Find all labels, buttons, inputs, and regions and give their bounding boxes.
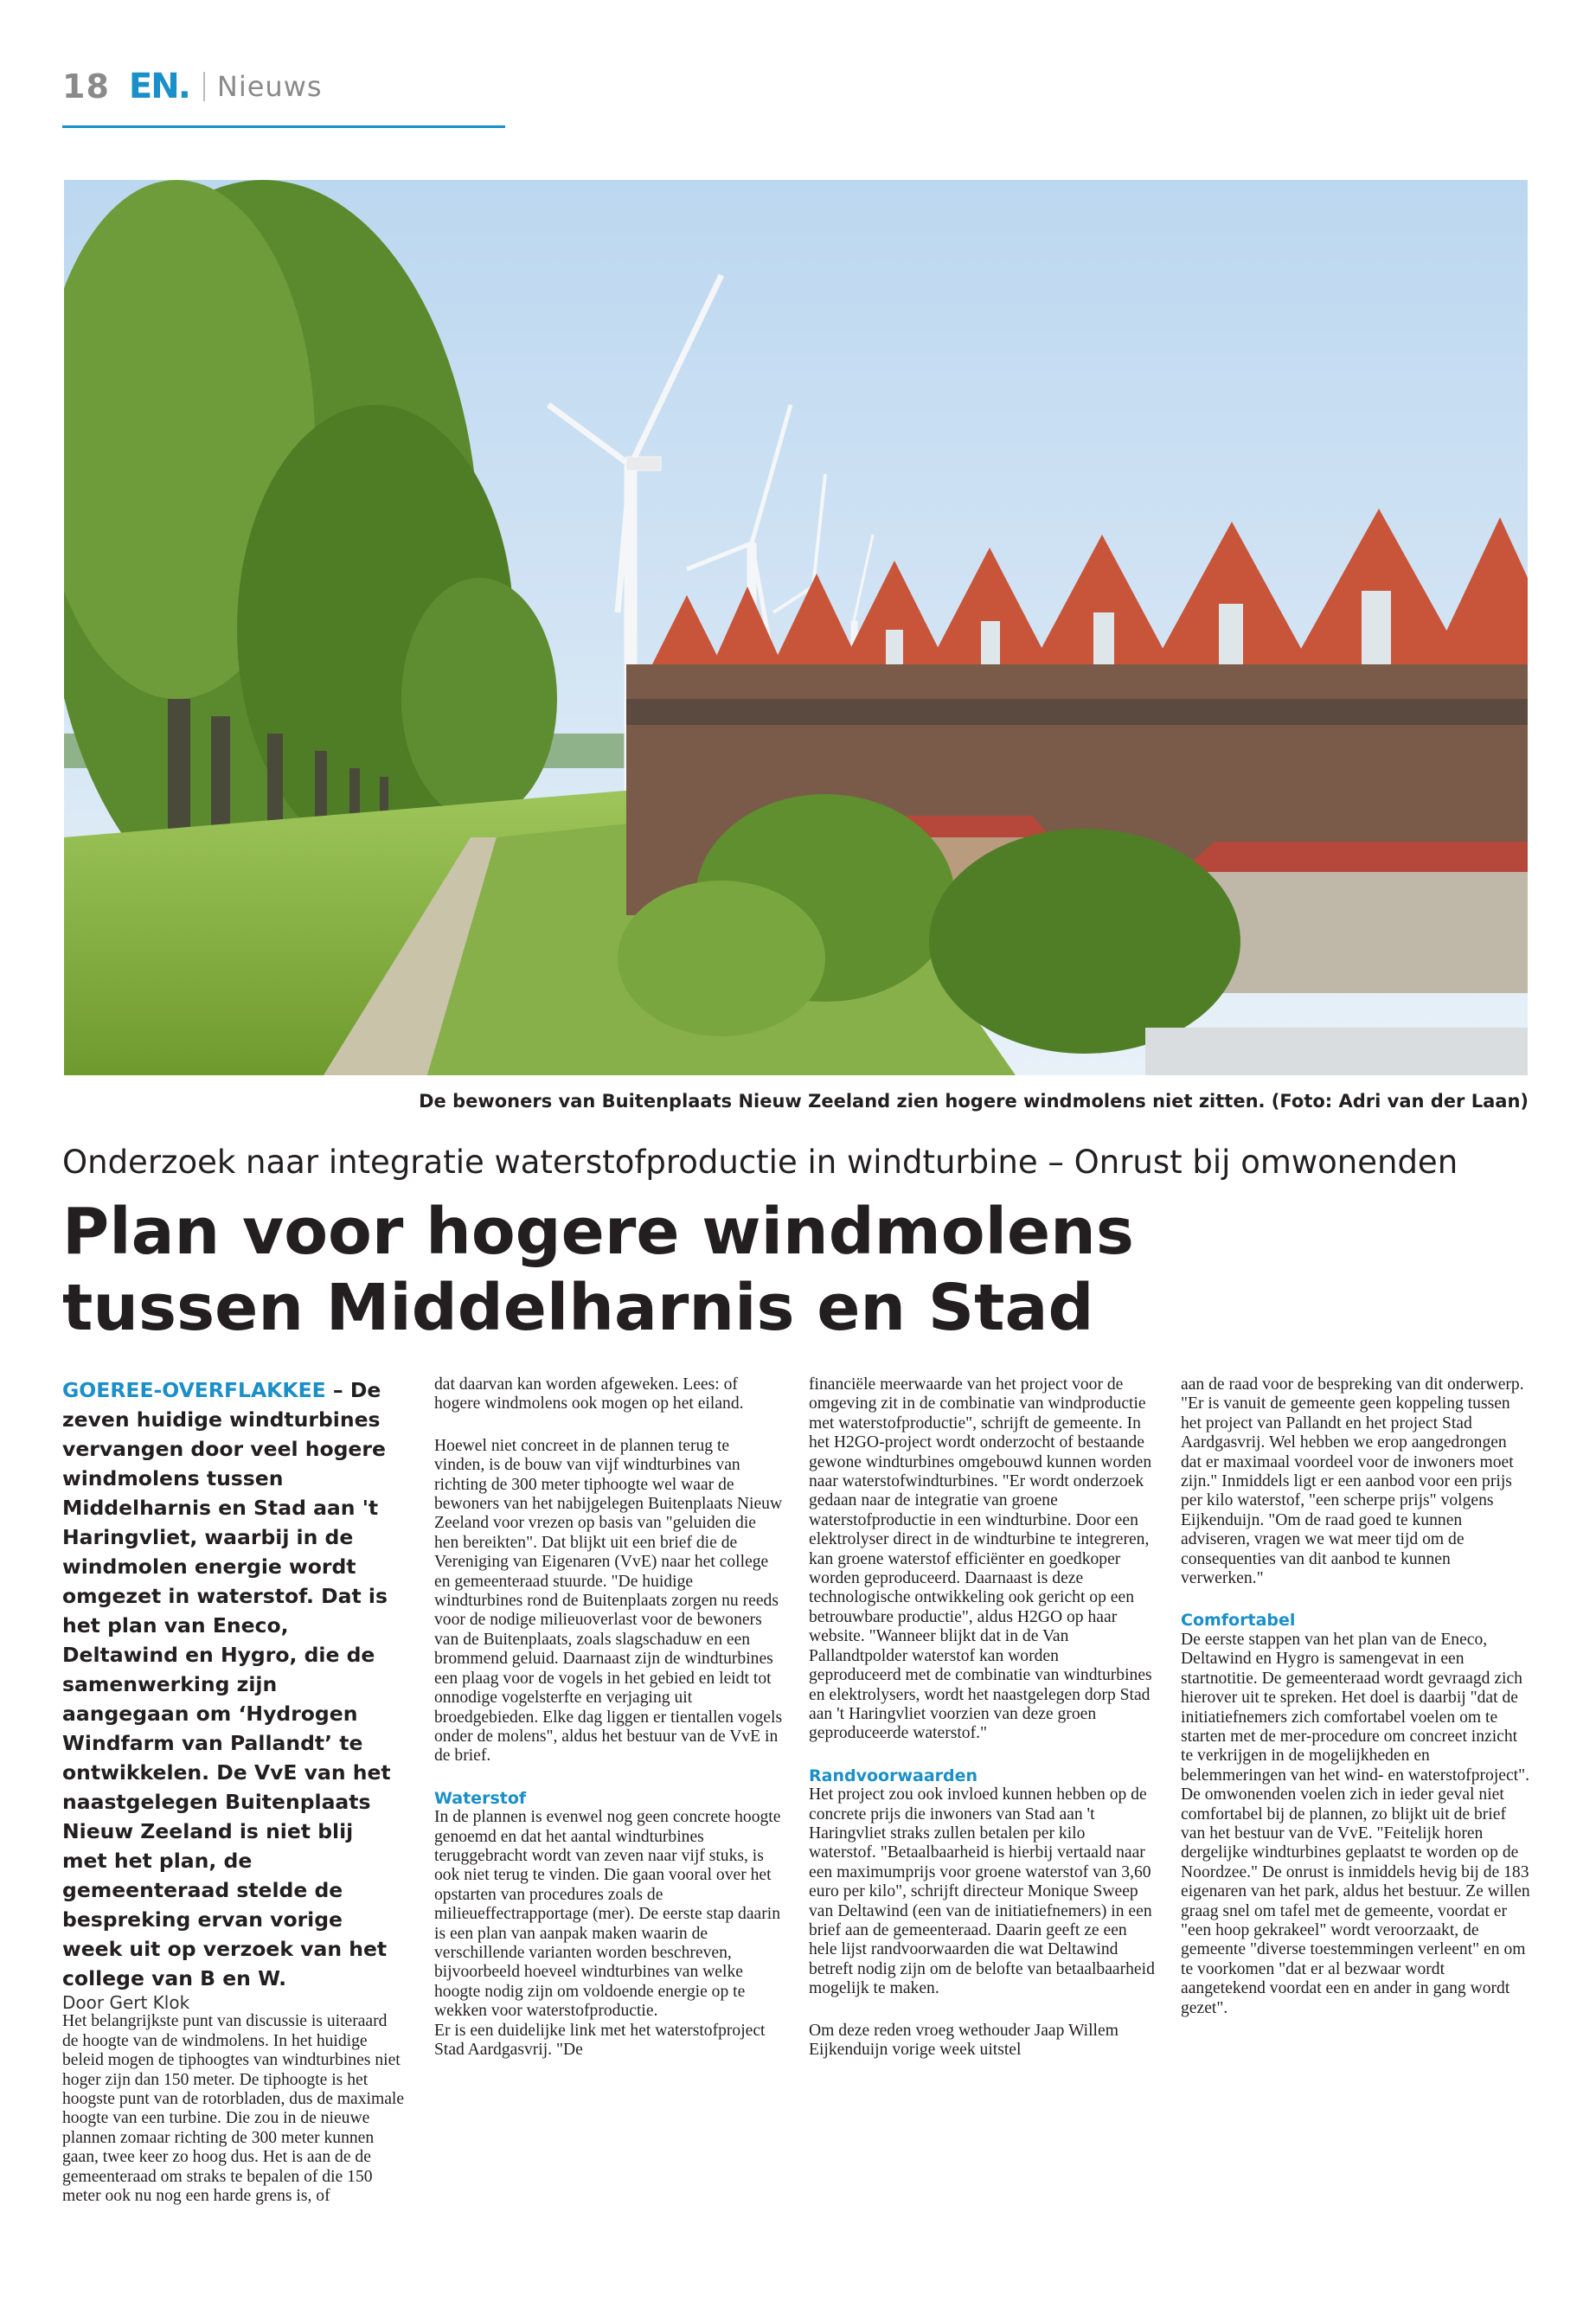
body-paragraph: Er is een duidelijke link met het waterstofproject Stad Aardgasvrij. "De [434,2021,766,2059]
body-paragraph: In de plannen is evenwel nog geen concrete hoogte genoemd en dat het aantal windturbines teruggebracht wordt van zeven naar vijf stuks, is ook niet terug te vinden. Die gaan vooral over het opstarten van procedures zoals de milieueffectrapportage (mer). De eerste stap daarin is een plan van aanpak maken waarin de verschillende varianten worden beschreven, bijvoorbeeld hoeveel windturbines van welke hoogte nodig zijn om voldoende energie op te wekken voor waterstofproductie. [434,1808,781,2021]
body-paragraph: Om deze reden vroeg wethouder Jaap Willem Eijkenduijn vorige week uitstel [809,2021,1118,2059]
byline: Door Gert Klok [62,1992,190,2013]
headline-line-2: tussen Middelharnis en Stad [62,1271,1094,1345]
body-paragraph: Het project zou ook invloed kunnen hebben op de concrete prijs die inwoners van Stad aan 't Haringvliet straks zullen betalen per kilo waterstof. "Betaalbaarheid is hierbij vertaald naar een maximumprijs voor groene waterstof van 3,60 euro per kilo", schrijft directeur Monique Sweep van Deltawind (een van de initiatiefnemers) in een brief aan de gemeenteraad. Daarin geeft ze een hele lijst randvoorwaarden die wat Deltawind betreft nodig zijn om de belofte van betaalbaarheid mogelijk te maken. [809,1785,1155,1998]
article-column-1 [62,1375,405,2206]
photo-caption: De bewoners van Buitenplaats Nieuw Zeeland zien hogere windmolens niet zitten. (Foto: Adri van der Laan) [419,1091,1529,1112]
section-label: Nieuws [216,70,323,103]
article-headline [62,1194,1533,1346]
subheading-waterstof: Waterstof [434,1788,527,1808]
article-column-3 [809,1375,1155,2060]
body-paragraph: Hoewel niet concreet in de plannen terug te vinden, is de bouw van vijf windturbines van richting de 300 meter tiphoogte wel waar de bewoners van het nabijgelegen Buitenplaats Nieuw Zeeland voor vrezen op basis van "geluiden die hen bereikten". Dat blijkt uit een brief die de Vereniging van Eigenaren (VvE) naar het college en gemeenteraad stuurde. "De huidige windturbines rond de Buitenplaats zorgen nu reeds voor de nodige milieuoverlast voor de bewoners van de Buitenplaats, zoals slagschaduw en een brommend geluid. Daarnaast zijn de windturbines een plaag voor de vogels in het gebied en leidt tot onnodige vogelsterfte en verjaging uit broedgebieden. Elke dag liggen er tientallen vogels onder de molens", aldus het bestuur van de VvE in de brief. [434,1436,783,1766]
subheading-randvoorwaarden: Randvoorwaarden [809,1766,978,1785]
article-lead [62,1375,405,1993]
body-paragraph: Het belangrijkste punt van discussie is uiteraard de hoogte van de windmolens. In het huidige beleid mogen de tiphoogtes van windturbines niet hoger zijn dan 150 meter. De tiphoogte is het hoogste punt van de rotorbladen, dus de maximale hoogte van een turbine. Die zou in de nieuwe plannen zomaar richting de 300 meter kunnen gaan, twee keer zo hoog dus. Het is aan de de gemeenteraad om straks te bepalen of die 150 meter ook nu nog een harde grens is, of [62,2012,405,2206]
page-header [62,61,323,112]
lead-text: – De zeven huidige windturbines vervangen door veel hogere windmolens tussen Middelharnis en Stad aan 't Haringvliet, waarbij in de windmolen energie wordt omgezet in waterstof. Dat is het plan van Eneco, Deltawind en Hygro, die de samenwerking zijn aangegaan om ‘Hydrogen Windfarm van Pallandt’ te ontwikkelen. De VvE van het naastgelegen Buitenplaats Nieuw Zeeland is niet blij met het plan, de gemeenteraad stelde de bespreking ervan vorige week uit op verzoek van het college van B en W. [62,1378,391,1990]
page-number: 18 [62,67,110,106]
body-paragraph: De eerste stappen van het plan van de Eneco, Deltawind en Hygro is samengevat in een startnotitie. De gemeenteraad wordt gevraagd zich hierover uit te spreken. Het doel is daarbij "dat de initiatiefnemers zich comfortabel voelen om te starten met de mer-procedure om concreet inzicht te verkrijgen in de mogelijkheden en belemmeringen van het wind- en waterstofproject". De omwonenden voelen zich in ieder geval niet comfortabel bij de plannen, zo blijkt uit de brief van het bestuur van de VvE. "Feitelijk horen dergelijke windturbines geplaatst te worden op de Noordzee." De onrust is inmiddels hevig bij de 183 eigenaren van het park, aldus het bestuur. Ze willen graag snel om tafel met de gemeente, voordat er "een hoop gekrakeel" wordt veroorzaakt, de gemeente "diverse toestemmingen verleent" en om te voorkomen "dat er al bezwaar wordt aangetekend voordat een en ander in gang wordt gezet". [1181,1630,1530,2017]
article-column-2 [434,1375,783,2060]
article-column-4 [1181,1375,1531,2018]
body-paragraph: financiële meerwaarde van het project voor de omgeving zit in de combinatie van windproductie met waterstofproductie", schrijft de gemeente. In het H2GO-project wordt onderzocht of bestaande gewone windturbines omgebouwd kunnen worden naar waterstofwindturbines. "Er wordt onderzoek gedaan naar de integratie van groene waterstofproductie in een windturbine. Door een elektrolyser direct in de windturbine te integreren, kan groene waterstof efficiënter en goedkoper worden geproduceerd. Daarnaast is deze technologische ontwikkeling ook gericht op een betrouwbare productie", aldus H2GO op haar website. "Wanneer blijkt dat in de Van Pallandtpolder waterstof kan worden geproduceerd met de combinatie van windturbines en elektrolysers, wordt het naastgelegen dorp Stad aan 't Haringvliet voorzien van deze groen geproduceerde waterstof." [809,1375,1152,1743]
body-paragraph: dat daarvan kan worden afgeweken. Lees: of hogere windmolens ook mogen op het eiland. [434,1375,744,1413]
header-divider [203,72,205,101]
article-kicker: Onderzoek naar integratie waterstofproductie in windturbine – Onrust bij omwonenden [62,1144,1458,1181]
article-photo [64,180,1528,1075]
headline-line-1: Plan voor hogere windmolens [62,1195,1134,1269]
header-rule [62,125,505,128]
dateline-place: GOEREE-OVERFLAKKEE [62,1378,326,1402]
publication-logo: EN. [128,67,189,106]
subheading-comfortabel: Comfortabel [1181,1611,1296,1631]
body-paragraph: aan de raad voor de bespreking van dit onderwerp. "Er is vanuit de gemeente geen koppeling tussen het project van Pallandt en het project Stad Aardgasvrij. Wel hebben we erop aangedrongen dat er maximaal voordeel voor de inwoners moet zijn." Inmiddels ligt er een aanbod voor een prijs per kilo waterstof, "een scherpe prijs" volgens Eijkenduijn. "Om de raad goed te kunnen adviseren, vragen we wat meer tijd om de consequenties van dit aanbod te kunnen verwerken." [1181,1375,1524,1588]
